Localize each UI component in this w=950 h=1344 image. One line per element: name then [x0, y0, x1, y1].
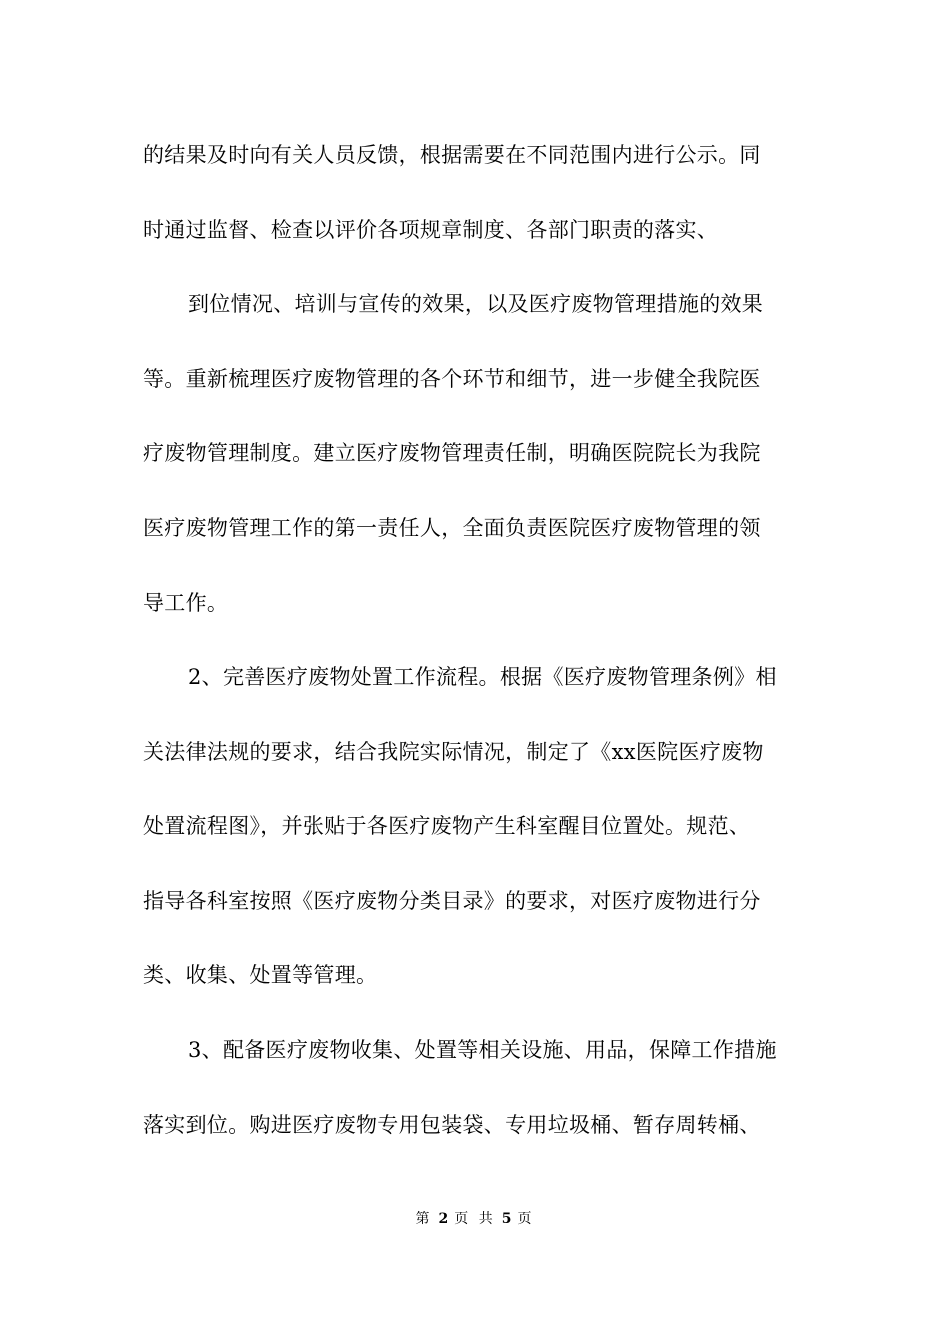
- text-line: 处置流程图》，并张贴于各医疗废物产生科室醒目位置处。规范、: [143, 814, 751, 838]
- text-line: 关法律法规的要求，结合我院实际情况，制定了《xx医院医疗废物: [143, 740, 764, 764]
- text-line: 落实到位。购进医疗废物专用包装袋、专用垃圾桶、暂存周转桶、: [143, 1113, 761, 1137]
- footer-suffix: 页: [517, 1211, 535, 1227]
- text-line: 类、收集、处置等管理。: [143, 963, 378, 987]
- total-pages-number: 5: [501, 1211, 512, 1227]
- text-line: 时通过监督、检查以评价各项规章制度、各部门职责的落实、: [143, 218, 719, 242]
- footer-prefix: 第: [415, 1211, 433, 1227]
- footer-middle: 页 共: [454, 1211, 496, 1227]
- text-line: 疗废物管理制度。建立医疗废物管理责任制，明确医院院长为我院: [143, 441, 761, 465]
- text-line: 导工作。: [143, 591, 229, 615]
- text-line: 到位情况、培训与宣传的效果，以及医疗废物管理措施的效果: [188, 292, 764, 316]
- text-line: 的结果及时向有关人员反馈，根据需要在不同范围内进行公示。同: [143, 143, 761, 167]
- text-line: 3、配备医疗废物收集、处置等相关设施、用品，保障工作措施: [188, 1038, 777, 1062]
- text-line: 指导各科室按照《医疗废物分类目录》的要求，对医疗废物进行分: [143, 889, 761, 913]
- text-line: 2、完善医疗废物处置工作流程。根据《医疗废物管理条例》相: [188, 665, 777, 689]
- current-page-number: 2: [438, 1211, 449, 1227]
- text-line: 医疗废物管理工作的第一责任人，全面负责医院医疗废物管理的领: [143, 516, 761, 540]
- text-line: 等。重新梳理医疗废物管理的各个环节和细节，进一步健全我院医: [143, 367, 761, 391]
- page-footer: [0, 1208, 950, 1228]
